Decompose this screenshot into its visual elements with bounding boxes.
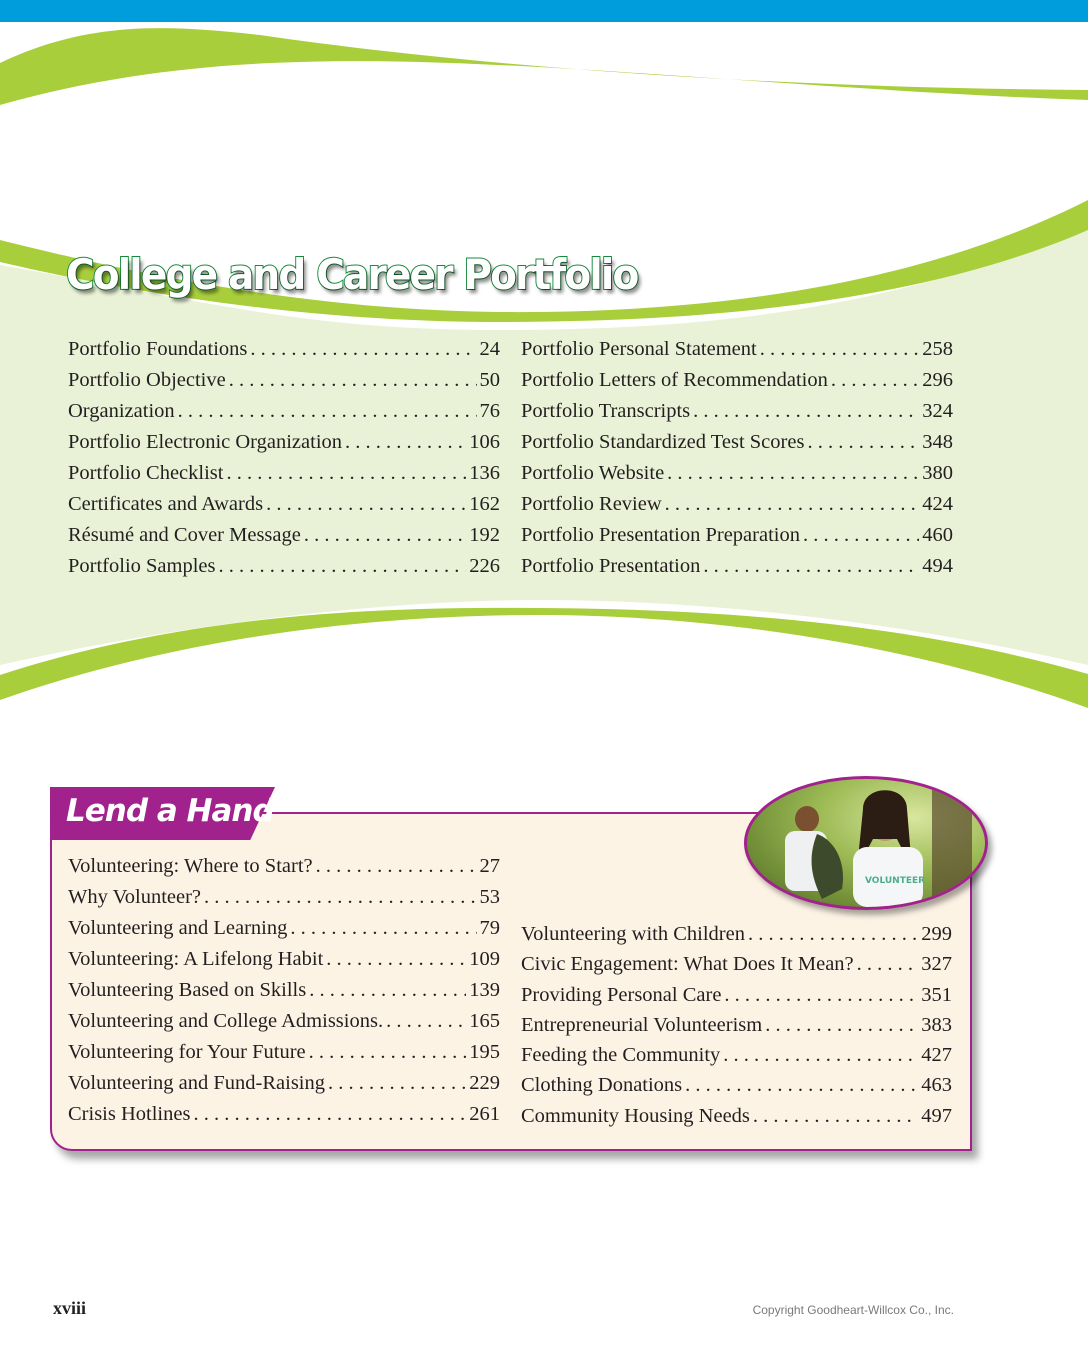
toc-entry[interactable]	[521, 369, 953, 400]
toc-entry[interactable]	[68, 431, 500, 462]
toc-entry-title: Portfolio Electronic Organization	[68, 431, 343, 453]
toc-entry-title: Portfolio Personal Statement	[521, 338, 757, 360]
toc-entry[interactable]	[521, 462, 953, 493]
toc-entry[interactable]	[521, 1105, 952, 1135]
lend-toc-right	[521, 923, 952, 1135]
toc-entry[interactable]	[68, 338, 500, 369]
toc-entry-title: Volunteering Based on Skills	[68, 979, 307, 1001]
toc-entry[interactable]	[521, 555, 953, 586]
leader-dots	[193, 1103, 466, 1126]
toc-entry[interactable]	[68, 400, 500, 431]
toc-entry-title: Portfolio Standardized Test Scores	[521, 431, 805, 453]
toc-entry-page: 106	[469, 431, 500, 453]
toc-entry-page: 226	[469, 555, 500, 577]
toc-entry[interactable]	[521, 923, 952, 953]
toc-entry-title: Civic Engagement: What Does It Mean?	[521, 953, 854, 976]
toc-entry-title: Résumé and Cover Message	[68, 524, 301, 546]
leader-dots	[345, 431, 466, 454]
leader-dots	[685, 1074, 918, 1097]
toc-entry-page: 109	[469, 948, 500, 970]
leader-dots	[857, 953, 919, 976]
toc-entry-title: Organization	[68, 400, 175, 422]
leader-dots	[226, 462, 466, 485]
toc-entry-title: Portfolio Review	[521, 493, 662, 515]
page-number: xviii	[53, 1298, 87, 1318]
toc-entry[interactable]	[68, 979, 500, 1010]
toc-entry-page: 195	[469, 1041, 500, 1063]
leader-dots	[724, 984, 918, 1007]
leader-dots	[703, 555, 919, 578]
toc-entry-page: 327	[921, 953, 952, 976]
toc-entry-title: Portfolio Samples	[68, 555, 216, 577]
toc-entry-title: Volunteering: A Lifelong Habit	[68, 948, 324, 970]
toc-entry-page: 383	[921, 1013, 952, 1036]
lend-a-hand-title: Lend a Hand	[66, 793, 274, 829]
toc-entry-page: 162	[469, 493, 500, 515]
toc-entry[interactable]	[521, 524, 953, 555]
toc-entry[interactable]	[68, 855, 500, 886]
toc-entry[interactable]	[68, 1010, 500, 1041]
leader-dots	[178, 400, 477, 423]
toc-entry-title: Volunteering and College Admissions.	[68, 1010, 384, 1032]
portfolio-toc-left	[68, 338, 500, 586]
leader-dots	[304, 524, 466, 547]
toc-entry-page: 497	[921, 1104, 952, 1127]
toc-entry-page: 348	[922, 431, 953, 453]
toc-entry-title: Portfolio Objective	[68, 369, 226, 391]
toc-entry-page: 136	[469, 462, 500, 484]
toc-entry-page: 424	[922, 493, 953, 515]
toc-entry-page: 53	[479, 886, 500, 908]
portfolio-section-title: College and Career Portfolio	[66, 250, 638, 299]
toc-entry[interactable]	[68, 524, 500, 555]
toc-entry[interactable]	[521, 400, 953, 431]
toc-entry-title: Entrepreneurial Volunteerism	[521, 1013, 763, 1036]
toc-entry[interactable]	[521, 1074, 952, 1104]
toc-entry-page: 460	[922, 524, 953, 546]
toc-entry-page: 139	[469, 979, 500, 1001]
toc-entry[interactable]	[68, 1103, 500, 1134]
leader-dots	[204, 886, 476, 909]
toc-entry-title: Volunteering and Learning	[68, 917, 288, 939]
leader-dots	[693, 400, 919, 423]
leader-dots	[309, 979, 466, 1002]
toc-entry[interactable]	[521, 953, 952, 983]
toc-entry-page: 258	[922, 338, 953, 360]
toc-entry-page: 192	[469, 524, 500, 546]
toc-entry[interactable]	[521, 1014, 952, 1044]
toc-entry[interactable]	[68, 1072, 500, 1103]
volunteer-photo	[744, 776, 988, 910]
toc-entry[interactable]	[68, 1041, 500, 1072]
leader-dots	[753, 1105, 918, 1128]
leader-dots	[665, 493, 920, 516]
toc-entry[interactable]	[68, 369, 500, 400]
leader-dots	[760, 338, 920, 361]
toc-entry-title: Certificates and Awards	[68, 493, 264, 515]
toc-entry-title: Providing Personal Care	[521, 983, 722, 1006]
toc-entry[interactable]	[521, 493, 953, 524]
toc-entry-title: Portfolio Website	[521, 462, 665, 484]
toc-entry-title: Volunteering and Fund-Raising	[68, 1072, 325, 1094]
leader-dots	[386, 1010, 466, 1033]
toc-entry[interactable]	[68, 493, 500, 524]
toc-entry[interactable]	[68, 948, 500, 979]
toc-entry-title: Volunteering with Children	[521, 923, 745, 945]
shirt-text: VOLUNTEER	[865, 876, 926, 886]
leader-dots	[266, 493, 466, 516]
toc-entry[interactable]	[68, 462, 500, 493]
toc-entry-title: Portfolio Presentation Preparation	[521, 524, 800, 546]
toc-entry[interactable]	[521, 1044, 952, 1074]
toc-entry-title: Portfolio Presentation	[521, 555, 701, 577]
toc-entry-title: Portfolio Checklist	[68, 462, 224, 484]
toc-entry-page: 165	[469, 1010, 500, 1032]
toc-entry[interactable]	[521, 431, 953, 462]
toc-entry-page: 24	[479, 338, 500, 360]
portfolio-toc-right	[521, 338, 953, 586]
leader-dots	[250, 338, 476, 361]
toc-entry-title: Clothing Donations	[521, 1074, 683, 1097]
toc-entry-page: 229	[469, 1072, 500, 1094]
toc-entry-title: Portfolio Transcripts	[521, 400, 691, 422]
toc-entry-title: Portfolio Letters of Recommendation	[521, 369, 828, 391]
leader-dots	[807, 431, 919, 454]
toc-entry[interactable]	[68, 555, 500, 586]
toc-entry-page: 324	[922, 400, 953, 422]
leader-dots	[316, 855, 477, 878]
lend-toc-left	[68, 855, 500, 1134]
toc-entry[interactable]	[68, 886, 500, 917]
leader-dots	[290, 917, 476, 940]
leader-dots	[765, 1014, 918, 1037]
toc-entry[interactable]	[68, 917, 500, 948]
toc-entry-title: Crisis Hotlines	[68, 1103, 191, 1125]
toc-entry-page: 351	[921, 983, 952, 1006]
leader-dots	[218, 555, 466, 578]
toc-entry-title: Community Housing Needs	[521, 1104, 750, 1127]
toc-entry-page: 299	[921, 923, 952, 945]
leader-dots	[326, 948, 466, 971]
leader-dots	[229, 369, 477, 392]
toc-entry-page: 27	[479, 855, 500, 877]
leader-dots	[309, 1041, 467, 1064]
toc-entry-page: 261	[469, 1103, 500, 1125]
leader-dots	[667, 462, 919, 485]
toc-entry-title: Why Volunteer?	[68, 886, 202, 908]
toc-entry[interactable]	[521, 984, 952, 1014]
toc-entry-title: Volunteering for Your Future	[68, 1041, 306, 1063]
toc-entry-title: Volunteering: Where to Start?	[68, 855, 313, 877]
leader-dots	[723, 1044, 918, 1067]
toc-entry-page: 463	[921, 1074, 952, 1097]
toc-entry-title: Feeding the Community	[521, 1044, 721, 1067]
toc-entry-page: 494	[922, 555, 953, 577]
leader-dots	[831, 369, 919, 392]
toc-entry-page: 50	[479, 369, 500, 391]
leader-dots	[328, 1072, 466, 1095]
toc-entry-page: 76	[479, 400, 500, 422]
toc-entry-page: 380	[922, 462, 953, 484]
copyright-notice: Copyright Goodheart-Willcox Co., Inc.	[752, 1303, 954, 1317]
toc-entry-page: 79	[479, 917, 500, 939]
toc-entry-title: Portfolio Foundations	[68, 338, 248, 360]
leader-dots	[748, 923, 918, 946]
toc-entry-page: 427	[921, 1044, 952, 1067]
toc-entry-page: 296	[922, 369, 953, 391]
leader-dots	[803, 524, 919, 547]
toc-entry[interactable]	[521, 338, 953, 369]
